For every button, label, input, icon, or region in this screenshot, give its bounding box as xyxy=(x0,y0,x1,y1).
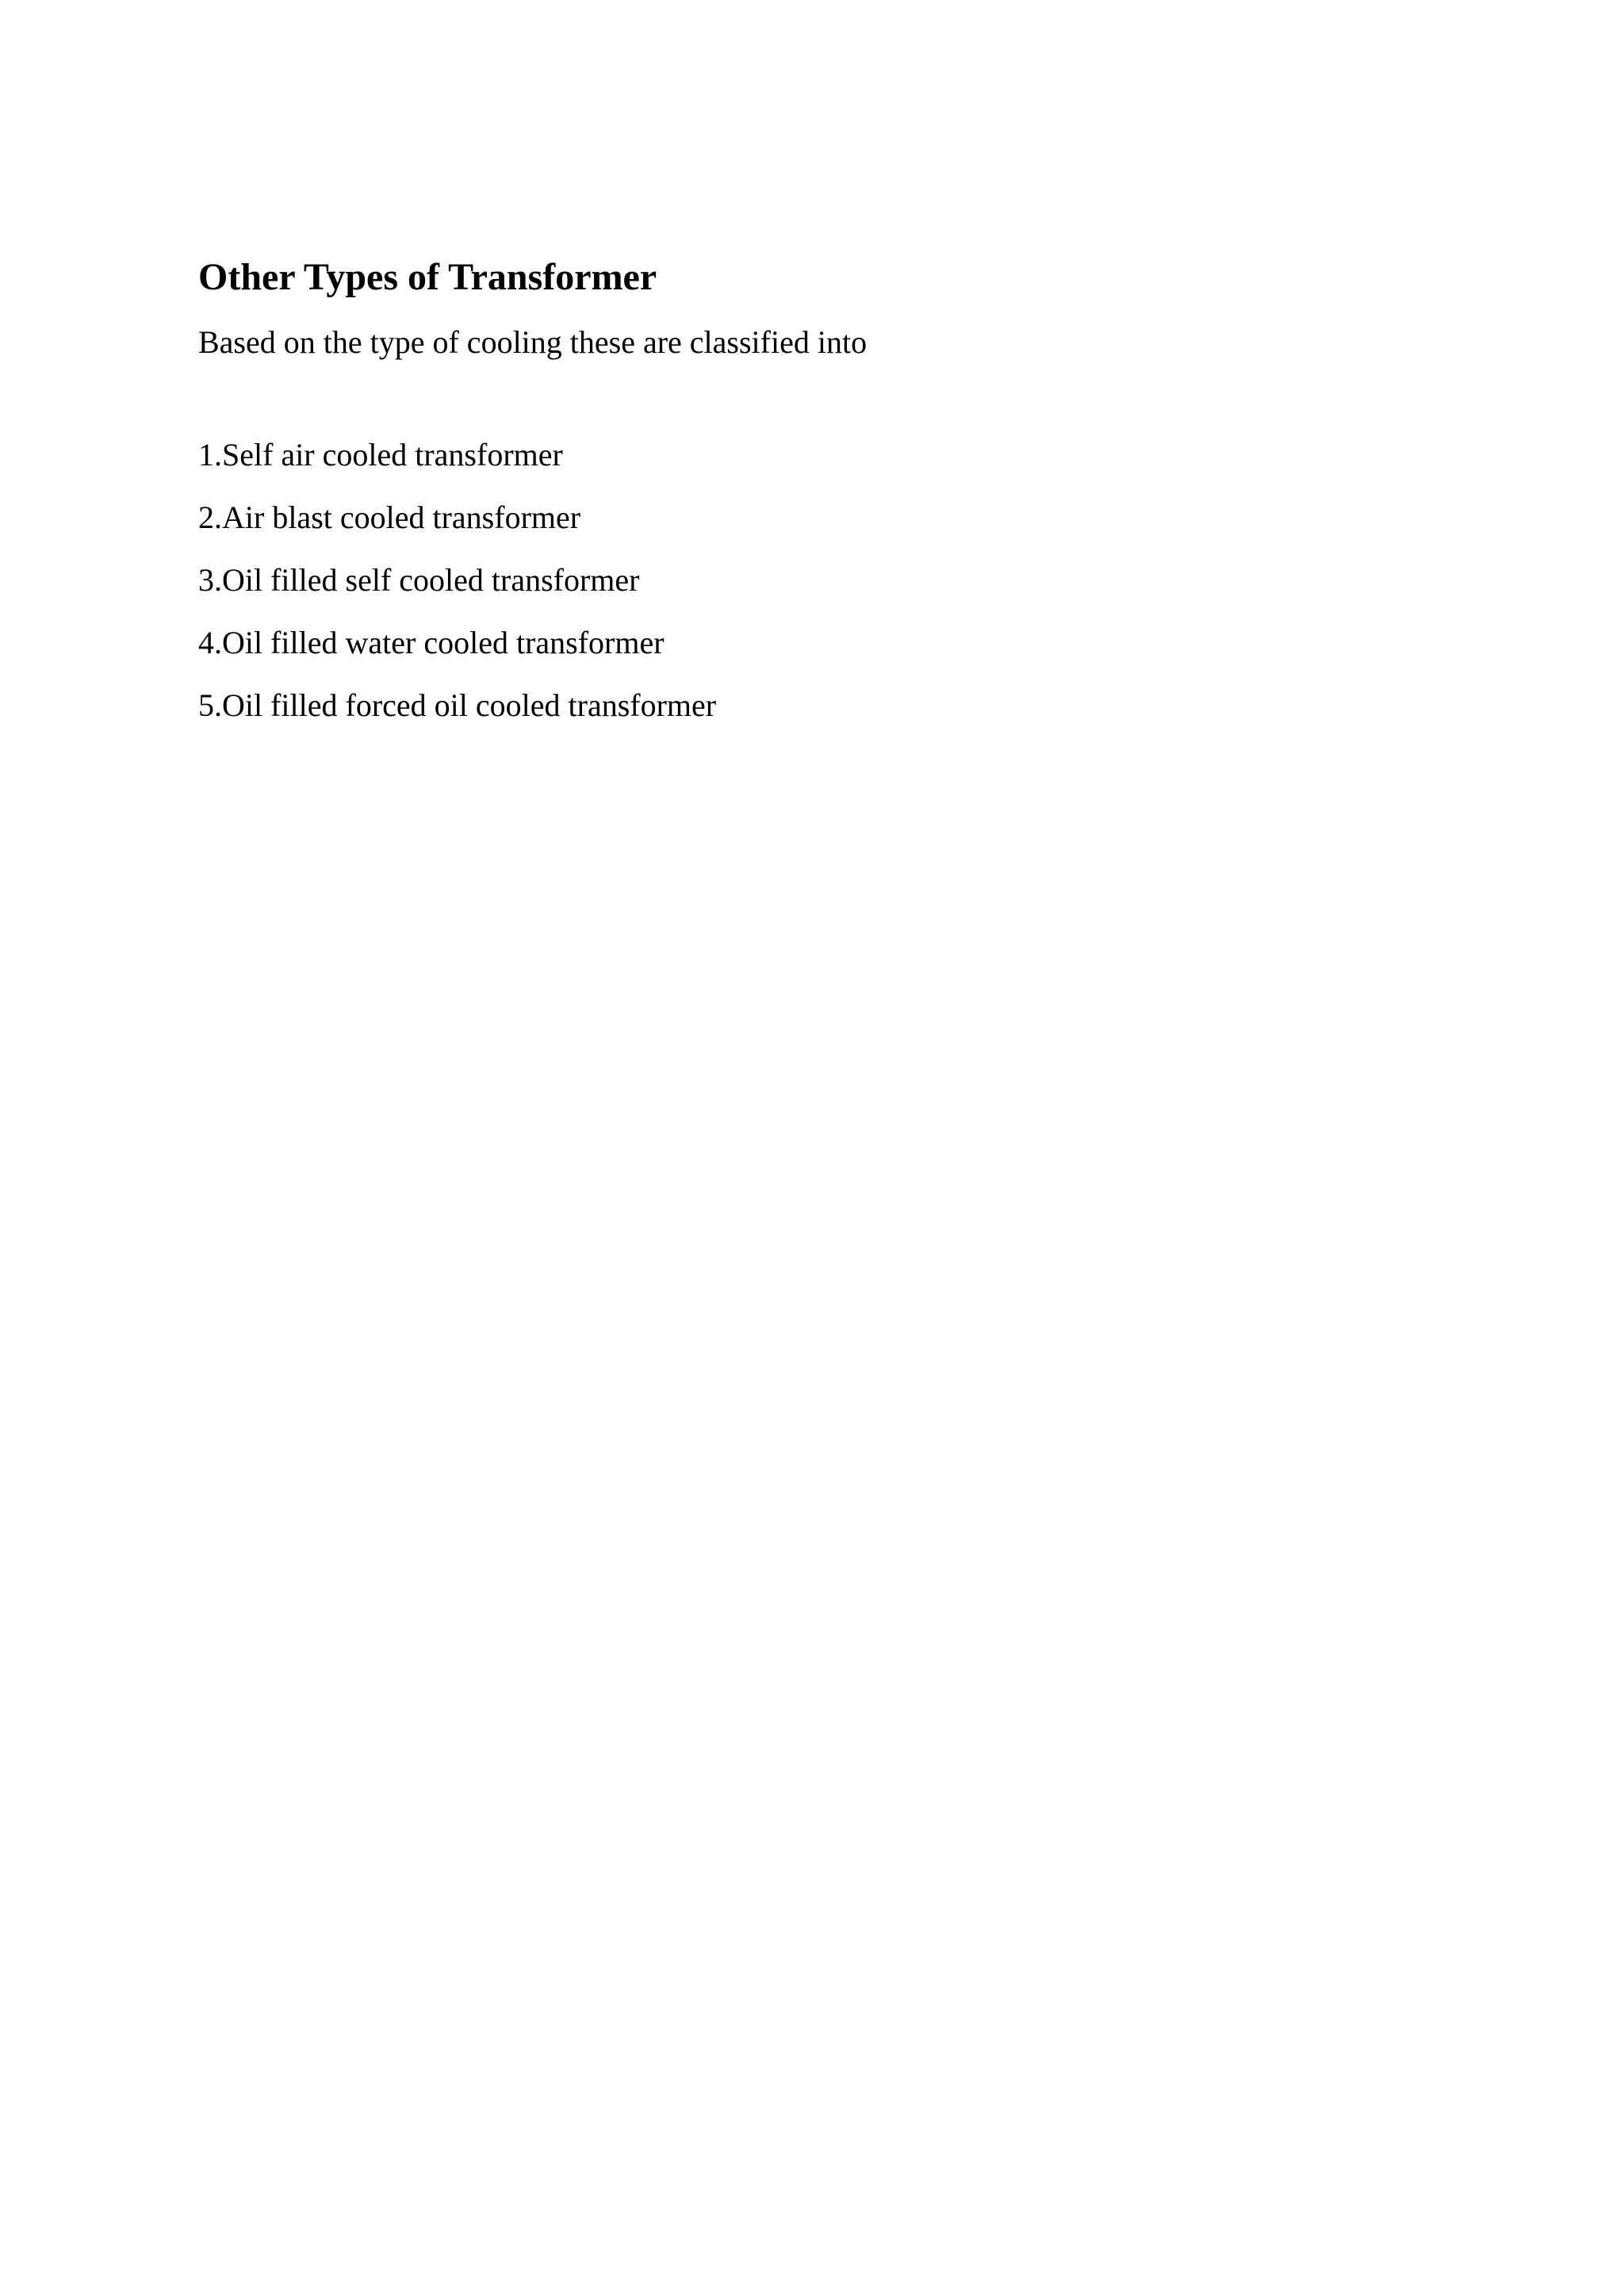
list-item: 1.Self air cooled transformer xyxy=(198,437,563,473)
intro-paragraph: Based on the type of cooling these are classified into xyxy=(198,324,868,360)
cooling-types-list xyxy=(198,433,1435,746)
list-item: 2.Air blast cooled transformer xyxy=(198,499,581,535)
list-item: 4.Oil filled water cooled transformer xyxy=(198,625,665,660)
document-content xyxy=(198,252,1435,746)
list-item: 3.Oil filled self cooled transformer xyxy=(198,562,640,598)
page-title: Other Types of Transformer xyxy=(198,256,657,298)
list-item: 5.Oil filled forced oil cooled transformer xyxy=(198,687,717,723)
